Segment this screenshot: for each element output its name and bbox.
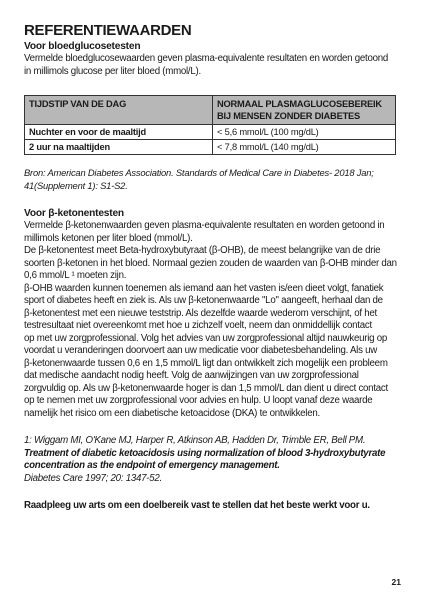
advice-text: Raadpleeg uw arts om een doelbereik vast te stellen dat het beste werkt voor u.: [24, 500, 370, 511]
table-header-range-line2: BIJ MENSEN ZONDER DIABETES: [217, 111, 361, 121]
table-header-range: [213, 96, 396, 125]
table-cell-range: < 7,8 mmol/L (140 mg/dL): [213, 140, 396, 155]
glucose-text-line: in millimols glucose per liter bloed (mmol/L).: [24, 65, 201, 77]
table-header-row: [25, 96, 396, 125]
glucose-text-line: Vermelde bloedglucosewaarden geven plasma-equivalente resultaten en worden getoond: [24, 53, 389, 64]
table-cell-time: Nuchter en voor de maaltijd: [25, 125, 213, 140]
ketone-text-line: voordat u veranderingen doorvoert aan uw medicatie voor diabetesbehandeling. Als uw: [24, 345, 377, 356]
ketone-text-line: β-OHB waarden kunnen toenemen als iemand aan het vasten is/een dieet volgt, fanatiek: [24, 282, 384, 294]
ketone-text-line: zorgvuldig op. Als uw β-ketonenwaarde hoger is dan 1,5 mmol/L dan dient u direct contact: [24, 382, 388, 394]
source-line: 41(Supplement 1): S1-S2.: [24, 179, 128, 191]
table-cell-time: 2 uur na maaltijden: [25, 140, 213, 155]
ketone-text-line: op te nemen met uw zorgprofessional voor advies en hulp. U loopt vanaf deze waarde: [24, 395, 373, 406]
ketone-text-line: Vermelde β-ketonenwaarden geven plasma-equivalente resultaten en worden getoond in: [24, 220, 385, 231]
ketone-text-line: dat medische aandacht nodig heeft. Volg de aanwijzingen van uw zorgprofessional: [24, 370, 359, 381]
page-title: REFERENTIEWAARDEN: [24, 22, 192, 39]
ketone-heading: Voor β-ketonentesten: [24, 208, 124, 219]
ketone-text-line: millimols ketonen per liter bloed (mmol/L).: [24, 232, 193, 244]
table-cell-range: < 5,6 mmol/L (100 mg/dL): [213, 125, 396, 140]
ketone-text-line: testresultaat niet overeenkomt met hoe u zichzelf voelt, neem dan onmiddellijk contact: [24, 320, 372, 331]
ketone-text-line: sport of diabetes heeft en ziek is. Als uw β-ketonenwaarde "Lo" aangeeft, herhaal dan de: [24, 295, 383, 306]
ketone-text-line: De β-ketonentest meet Beta-hydroxybutyraat (β-OHB), de meest belangrijke van de drie: [24, 245, 381, 256]
source-citation: [24, 167, 406, 192]
ketone-text-line: namelijk het risico om een diabetische ketoacidose (DKA) te ontwikkelen.: [24, 407, 320, 419]
document-page: [24, 22, 406, 513]
reference-title-line: concentration as the endpoint of emergency management.: [24, 460, 280, 471]
ketone-text-line: soorten β-ketonen in het bloed. Normaal gezien zouden de waarden van β-OHB minder dan: [24, 257, 397, 269]
ketone-text-line: 0,6 mmol/L ¹ moeten zijn.: [24, 270, 127, 281]
table-header-time: TIJDSTIP VAN DE DAG: [25, 96, 213, 125]
ketone-text-line: op met uw zorgprofessional. Volg het advies van uw zorgprofessional altijd nauwkeurig op: [24, 332, 388, 344]
table-header-range-line1: NORMAAL PLASMAGLUCOSEBEREIK: [217, 99, 382, 109]
reference-block: [24, 435, 406, 485]
ketone-body: [24, 220, 406, 420]
reference-authors: 1: Wiggam MI, O'Kane MJ, Harper R, Atkinson AB, Hadden Dr, Trimble ER, Bell PM.: [24, 435, 366, 446]
reference-title-line: Treatment of diabetic ketoacidosis using normalization of blood 3-hydroxybutyrate: [24, 447, 386, 459]
ketone-text-line: β-ketonentest met een nieuwe teststrip. Als dezelfde waarde wederom verschijnt, of het: [24, 307, 377, 319]
page-number: 21: [391, 577, 401, 587]
ketone-text-line: β-ketonenwaarde tussen 0,6 en 1,5 mmol/L ligt dan ontwikkelt zich mogelijk een probleem: [24, 357, 388, 369]
glucose-range-table: [24, 95, 396, 155]
source-line: Bron: American Diabetes Association. Standards of Medical Care in Diabetes- 2018 Jan;: [24, 167, 374, 178]
table-row: [25, 125, 396, 140]
table-row: [25, 140, 396, 155]
glucose-heading: Voor bloedglucosetesten: [24, 41, 141, 52]
reference-journal: Diabetes Care 1997; 20: 1347-52.: [24, 472, 162, 484]
